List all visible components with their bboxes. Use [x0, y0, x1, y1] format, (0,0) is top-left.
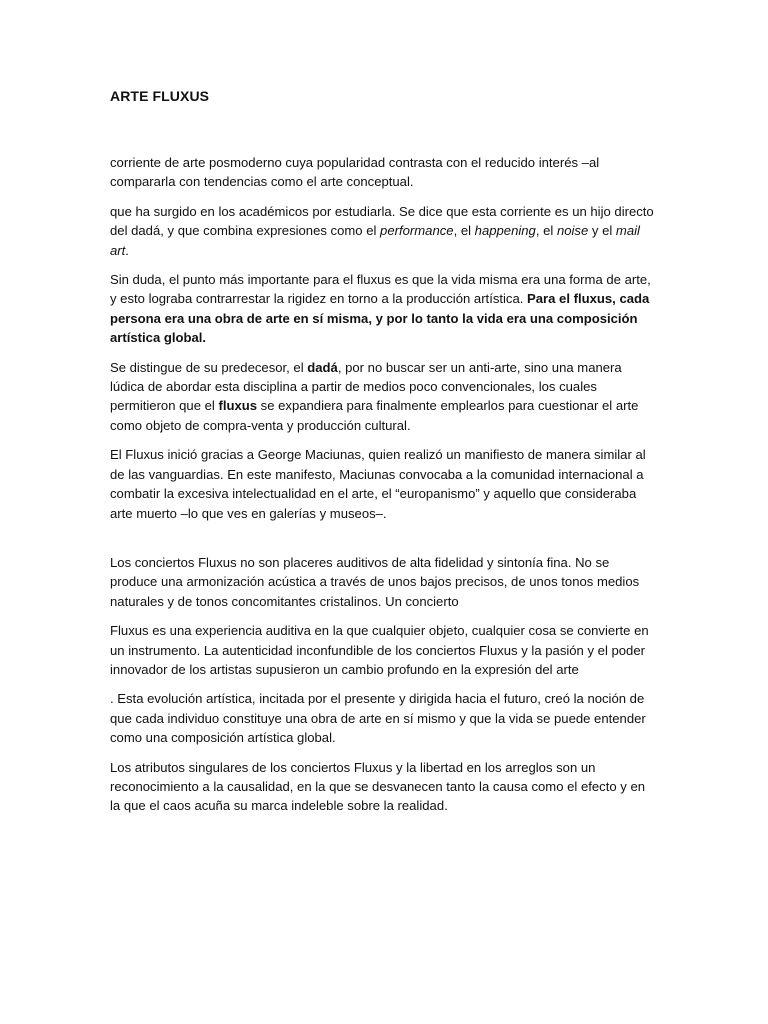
document-page [110, 86, 658, 826]
paragraph-3-text-a: Sin duda, el punto más importante para el fluxus es que la vida misma era una forma de arte, y esto lograba contrarrestar la rigidez en torno a la producción artística. [110, 272, 651, 307]
term-happening: happening [474, 223, 536, 239]
paragraph-spacer [110, 533, 658, 553]
paragraph-4-text-a: Se distingue de su predecesor, el [110, 359, 308, 375]
paragraph-3 [110, 270, 658, 348]
paragraph-2-text-i: . [125, 242, 129, 258]
paragraph-6: Los conciertos Fluxus no son placeres auditivos de alta fidelidad y sintonía fina. No se produce una armonización acústica a través de unos bajos precisos, de unos tonos medios naturales y de tonos concomitantes cristalinos. Un concierto [110, 554, 640, 609]
paragraph-9: Los atributos singulares de los conciertos Fluxus y la libertad en los arreglos son un reconocimiento a la causalidad, en la que se desvanecen tanto la causa como el efecto y en la que el caos acuña su marca indeleble sobre la realidad. [110, 759, 646, 814]
paragraph-2-text-e: , el [535, 223, 557, 239]
paragraph-5: El Fluxus inició gracias a George Maciunas, quien realizó un manifiesto de manera similar al de las vanguardias. En este manifesto, Maciunas convocaba a la comunidad internacional a combatir la excesiva intelectualidad en el arte, el “europanismo” y aquello que consideraba arte muerto –lo que ves en galerías y museos–. [110, 447, 646, 521]
paragraph-4-text-e: se expandiera para finalmente emplearlos para cuestionar el arte como objeto de compra-venta y producción cultural. [110, 398, 639, 433]
term-mail-art: mail art [110, 223, 640, 258]
paragraph-3-bold-statement: Para el fluxus, cada persona era una obra de arte en sí misma, y por lo tanto la vida era una composición artística global. [110, 291, 650, 346]
paragraph-1: corriente de arte posmoderno cuya popularidad contrasta con el reducido interés –al compararla con tendencias como el arte conceptual. [110, 155, 600, 190]
term-performance: performance [380, 223, 454, 239]
paragraph-2-text-c: , el [453, 223, 475, 239]
paragraph-2-text-g: y el [588, 223, 616, 239]
paragraph-8: . Esta evolución artística, incitada por el presente y dirigida hacia el futuro, creó la noción de que cada individuo constituye una obra de arte en sí mismo y que la vida se puede entender como una composición artística global. [110, 691, 646, 746]
paragraph-2 [110, 202, 658, 260]
document-title: ARTE FLUXUS [110, 88, 210, 104]
paragraph-4-text-c: , por no buscar ser un anti-arte, sino una manera lúdica de abordar esta disciplina a partir de medios poco convencionales, los cuales permitieron que el [110, 359, 622, 414]
paragraph-2-text-a: que ha surgido en los académicos por estudiarla. Se dice que esta corriente es un hijo directo del dadá, y que combina expresiones como el [110, 203, 654, 239]
paragraph-4 [110, 358, 658, 436]
term-fluxus: fluxus [218, 398, 258, 414]
term-noise: noise [556, 223, 589, 239]
paragraph-7: Fluxus es una experiencia auditiva en la que cualquier objeto, cualquier cosa se convierte en un instrumento. La autenticidad inconfundible de los conciertos Fluxus y la pasión y el poder innovador de los artistas supusieron un cambio profundo en la expresión del arte [110, 623, 649, 677]
term-dada: dadá [307, 359, 338, 375]
